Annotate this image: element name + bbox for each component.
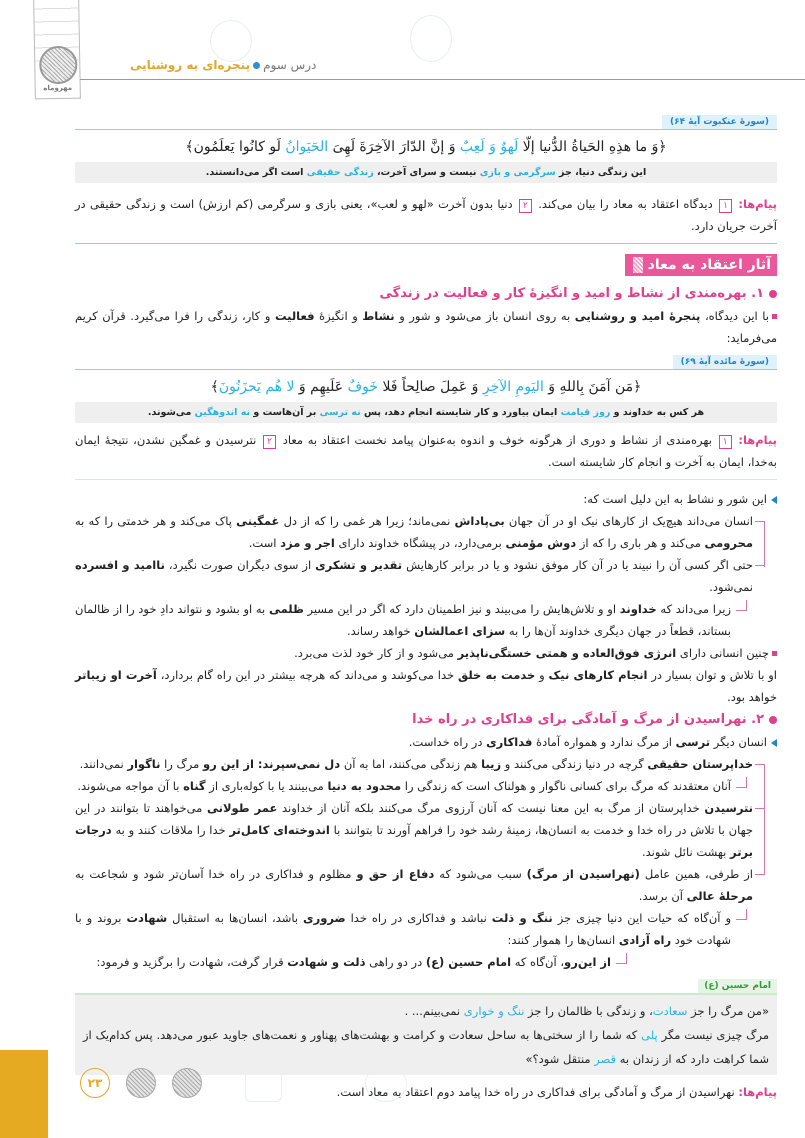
bold-text: محدود به دنیا xyxy=(327,779,402,793)
text: نباشد و فداکاری در راه خدا xyxy=(345,911,492,925)
sub-bracket xyxy=(616,953,627,964)
text: سبب می‌شود که xyxy=(434,867,527,881)
bracket-tick xyxy=(755,808,765,809)
text: دیدگاه اعتقاد به معاد را بیان می‌کند. xyxy=(533,197,718,211)
reason-2 xyxy=(75,554,753,598)
reasons-bracket xyxy=(75,510,771,642)
bold-text: ظلمی xyxy=(268,602,304,616)
number-badge: ۲ xyxy=(263,435,276,449)
death-bracket xyxy=(75,753,771,973)
verse-text xyxy=(75,370,777,402)
text: این زندگی دنیا، جز xyxy=(555,167,647,178)
text: «من مرگ را جز xyxy=(687,1004,769,1018)
text: ، آن‌گاه که xyxy=(511,955,565,969)
header-divider xyxy=(80,79,805,80)
text: آنان معتقدند که مرگ برای کسانی ناگوار و هولناک است که زندگی را xyxy=(401,779,731,793)
point-3 xyxy=(75,797,753,863)
text: نیست و سرای آخرت، xyxy=(373,167,480,178)
verse-highlight: خَوفٌ xyxy=(347,379,378,395)
verse-part: ﴿وَ ما هذِهِ الحَیاةُ الدُّنیا إلّا xyxy=(518,139,667,155)
hadith-text xyxy=(75,995,777,1075)
bold-text: ناگوار xyxy=(127,757,161,771)
verse-part: وَ إنَّ الدّارَ الآخِرَةَ لَهِیَ xyxy=(328,139,460,155)
bold-text: غمگینی xyxy=(236,514,280,528)
point-4 xyxy=(75,863,753,907)
bold-text: آخرت او زیباتر xyxy=(75,668,157,682)
bullet-dot-icon xyxy=(769,290,777,298)
text: از طرفی، همین عامل xyxy=(639,867,753,881)
text: می‌شوند. xyxy=(147,407,195,418)
bold-text: دوش مؤمنی xyxy=(505,536,577,550)
text: نمی‌ماند؛ زیرا هر غمی را که از دل xyxy=(279,514,455,528)
bold-text: نشاط xyxy=(362,309,395,323)
number-badge: ۲ xyxy=(519,199,532,213)
subheading-1 xyxy=(75,286,777,301)
text: با آن مواجه می‌شوند. xyxy=(77,779,184,793)
text: می‌بینند یا با کوله‌باری از xyxy=(205,779,328,793)
text: ایمان بیاورد و کار شایسته انجام دهد، پس xyxy=(360,407,561,418)
highlight: روز قیامت xyxy=(560,407,611,418)
verse-part: عَلَیهِم وَ xyxy=(294,379,348,395)
text: نترسیدن و غمگین نشدن، نتیجهٔ ایمان به‌خدا، ایمان به آخرت و انجام کار شایسته است. xyxy=(75,433,777,469)
text: پاک می‌کند و هر خدمتی را که به xyxy=(75,514,237,528)
publisher-name: مهروماه xyxy=(43,83,73,93)
text: هم زندگی می‌کنند، اما به آن xyxy=(340,757,482,771)
bold-text: ناامید و افسرده xyxy=(75,558,165,572)
bold-text: خدمت به خلق xyxy=(457,668,536,682)
verse-translation xyxy=(75,162,777,183)
text: در دو راهی xyxy=(365,955,426,969)
text: نهراسیدن از مرگ و آمادگی برای فداکاری در راه خدا پیامد دوم اعتقاد به معاد است. xyxy=(336,1085,739,1099)
bold-text: اندوخته‌ای کامل‌تر xyxy=(229,823,330,837)
verse-part: وَ عَمِلَ صالِحاً فَلا xyxy=(378,379,483,395)
verse-block-2 xyxy=(75,355,777,423)
reasons-intro xyxy=(75,488,777,510)
triangle-bullet-icon xyxy=(771,496,777,504)
bullet-dot-icon xyxy=(769,716,777,724)
highlight: زندگی حقیقی xyxy=(306,167,374,178)
bold-text: نترسیدن xyxy=(704,801,754,815)
number-badge: ۱ xyxy=(719,199,732,213)
text: قرار گرفت، شهادت را برگزید و فرمود: xyxy=(96,955,288,969)
bold-text: پنجرهٔ امید و روشنایی xyxy=(574,309,701,323)
bold-text: ضروری xyxy=(303,911,346,925)
text: و آن‌گاه که حیات این دنیا چیزی جز xyxy=(552,911,731,925)
text: هر کس به خداوند و xyxy=(610,407,705,418)
text: نمی‌دانند. xyxy=(79,757,128,771)
messages-label: پیام‌ها: xyxy=(738,1085,777,1099)
bold-text: گناه xyxy=(183,779,206,793)
text: مرگ را xyxy=(160,757,203,771)
point-6 xyxy=(75,951,633,973)
verse-part: لَو کانُوا یَعلَمُون﴾ xyxy=(185,139,286,155)
text: و xyxy=(535,668,549,682)
text: گرچه در دنیا زندگی می‌کنند و xyxy=(501,757,648,771)
bold-text: بی‌پاداش xyxy=(454,514,505,528)
text: با این دیدگاه، xyxy=(700,309,770,323)
page-number: ۲۳ xyxy=(80,1068,110,1098)
point-2 xyxy=(75,775,753,797)
bold-text: شهادت xyxy=(126,911,168,925)
text: از مرگ ندارد و همواره آمادهٔ xyxy=(532,735,676,749)
text: می‌خواهند تا بتوانند در این جهان با تلاش در راه خدا و خدمت به انسان‌ها، زمینهٔ رشد خود را فراهم آورند تا بتوانند با xyxy=(75,801,753,837)
lesson-label: درس سوم xyxy=(263,58,317,72)
decorative-shell-icon xyxy=(210,20,252,62)
subheading-2 xyxy=(75,712,777,727)
separator-dot-icon xyxy=(253,62,260,69)
highlight: ننگ و خواری xyxy=(463,1004,525,1018)
text: مرگ چیزی نیست مگر xyxy=(657,1028,769,1042)
section-banner xyxy=(625,254,777,276)
bold-text: خداپرستان حقیقی xyxy=(647,757,753,771)
text: و انگیزهٔ xyxy=(314,309,363,323)
highlight: نه ترسی xyxy=(319,407,361,418)
bold-text: انجام کارهای نیک xyxy=(548,668,648,682)
text: مظلوم و فداکاری در راه خدا آسان‌تر شود و شجاعت به xyxy=(75,867,357,881)
bold-text: از این‌رو xyxy=(564,955,611,969)
text: نمی‌شود. xyxy=(709,580,753,594)
text: زیرا می‌داند که xyxy=(656,602,732,616)
highlight: پلی xyxy=(641,1028,658,1042)
text: می‌شود و از کار خود لذت می‌برد. xyxy=(294,646,458,660)
subheading-text: ۱. بهره‌مندی از نشاط و امید و انگیزهٔ کار و فعالیت در زندگی xyxy=(379,286,764,301)
text: او با تلاش و توان بسیار در xyxy=(647,668,778,682)
decorative-umbrella-icon xyxy=(410,15,452,62)
text: انسان می‌داند هیچ‌یک از کارهای نیک او در آن جهان xyxy=(504,514,753,528)
text: بهشت نائل شوند. xyxy=(641,845,731,859)
bold-text: فداکاری xyxy=(486,735,533,749)
bold-text: ننگ و ذلت xyxy=(491,911,553,925)
text: می‌کند و هر باری را که از xyxy=(576,536,705,550)
verse-source: (سورهٔ مائده آیهٔ ۶۹) xyxy=(673,355,777,369)
bold-text: فعالیت xyxy=(274,309,315,323)
text: است. xyxy=(248,536,281,550)
decorative-circle-icon xyxy=(172,1068,202,1098)
divider xyxy=(75,479,777,480)
bold-text: درجات برتر xyxy=(75,823,753,859)
text: دنیا بدون آخرت «لهو و لعب»، یعنی بازی و سرگرمی (کم ارزش) است و زندگی حقیقی در آخرت جریان دارد. xyxy=(75,197,777,233)
lesson-title: پنجره‌ای به روشنایی xyxy=(130,58,251,72)
text: چنین انسانی دارای xyxy=(676,646,769,660)
text: در راه خداست. xyxy=(408,735,487,749)
highlight: قصر xyxy=(594,1052,617,1066)
hadith-line-1 xyxy=(83,999,769,1023)
text: خواهد رساند. xyxy=(347,624,415,638)
decorative-circle-icon xyxy=(126,1068,156,1098)
paragraph xyxy=(75,642,777,664)
text: خدا را ملاقات کنند و به xyxy=(111,823,230,837)
verse-text xyxy=(75,130,777,162)
bold-text: ترسی xyxy=(675,735,711,749)
text: که شما را از سختی‌ها به ساحل سعادت و کرامت و بهشت‌های پهناور و نعمت‌های جاوید عبور می‌دهد. پس کدام‌یک از شما کراهت دارد که از زندان به xyxy=(83,1028,769,1066)
number-badge: ۱ xyxy=(719,435,732,449)
verse-highlight: الحَیَوانُ xyxy=(285,139,329,155)
text: منتقل شود؟» xyxy=(525,1052,595,1066)
verse-highlight: لَهوٌ وَ لَعِبٌ xyxy=(459,139,519,155)
text: خواهد بود. xyxy=(727,690,777,704)
text: بهره‌مندی از نشاط و دوری از هرگونه خوف و اندوه به‌عنوان پیامد نخست اعتقاد به معاد xyxy=(278,433,717,447)
bold-text: عمر طولانی xyxy=(207,801,278,815)
section-header xyxy=(75,254,777,276)
square-bullet-icon xyxy=(772,651,777,656)
text: خدا می‌کوشد و می‌داند که هرچه بیشتر در این راه گام بردارد، xyxy=(156,668,458,682)
bracket-tick xyxy=(755,764,765,765)
text: انسان‌ها را هموار کنند: xyxy=(507,933,619,947)
messages-2 xyxy=(75,429,777,473)
text: از سوی دیگران صورت نگیرد، xyxy=(164,558,316,572)
divider xyxy=(75,243,777,244)
sub-bracket xyxy=(736,777,747,788)
paragraph xyxy=(75,305,777,349)
verse-translation xyxy=(75,402,777,423)
bracket-tick xyxy=(755,565,765,566)
text: و کار، زندگی را فرا می‌گیرد. قرآن کریم می‌فرماید: xyxy=(75,309,777,345)
highlight: سرگرمی و بازی xyxy=(479,167,556,178)
text: است اگر می‌دانستند. xyxy=(205,167,307,178)
paragraph xyxy=(75,731,777,753)
page-content xyxy=(75,115,777,1103)
hadith-source: امام حسین (ع) xyxy=(698,979,777,993)
text: ، و زندگی با ظالمان را جز xyxy=(524,1004,653,1018)
sub-bracket xyxy=(736,600,747,611)
text: حتی اگر کسی آن را نبیند یا در آن کار موفق نشود و یا در برابر کارهایش xyxy=(402,558,753,572)
reason-3 xyxy=(75,598,753,642)
text: بر آن‌هاست و xyxy=(250,407,320,418)
publisher-logo xyxy=(33,0,81,99)
bold-text: تقدیر و تشکری xyxy=(315,558,403,572)
verse-highlight: لا هُم یَحزَنُونَ xyxy=(218,379,295,395)
text: آن برسد. xyxy=(638,889,687,903)
bold-text: اجر و مزد xyxy=(280,536,335,550)
page-header xyxy=(80,58,805,72)
messages-label: پیام‌ها: xyxy=(738,197,777,211)
text: این شور و نشاط به این دلیل است که: xyxy=(583,492,767,506)
verse-highlight: الیَومِ الآخِرِ xyxy=(482,379,544,395)
bold-text: دفاع از حق و xyxy=(356,867,435,881)
subheading-text: ۲. نهراسیدن از مرگ و آمادگی برای فداکاری در راه خدا xyxy=(412,712,764,727)
butterfly-logo-icon xyxy=(39,46,78,85)
text: به روی انسان باز می‌شود و شور و xyxy=(394,309,575,323)
text: باشد، انسان‌ها به استقبال xyxy=(167,911,304,925)
bracket-tick xyxy=(755,874,765,875)
gold-side-bar xyxy=(0,1050,48,1138)
verse-part: ﴾ xyxy=(210,379,219,395)
bracket-line xyxy=(764,521,765,567)
sub-bracket xyxy=(736,909,747,920)
text: بروند و با شهادت خود xyxy=(75,911,731,947)
text: انسان دیگر xyxy=(710,735,767,749)
bold-text: (نهراسیدن از مرگ) xyxy=(526,867,640,881)
bold-text: راه آزادی xyxy=(618,933,672,947)
bold-text: ذلت و شهادت xyxy=(287,955,366,969)
bracket-line xyxy=(764,764,765,874)
text: او و تلاش‌هایش را می‌بیند و نیز اطمینان دارد که اگر در این مسیر xyxy=(303,602,620,616)
messages-1 xyxy=(75,193,777,237)
point-1 xyxy=(75,753,753,775)
section-title: آثار اعتقاد به معاد xyxy=(647,257,771,273)
square-bullet-icon xyxy=(772,314,777,319)
bold-text: محرومی xyxy=(704,536,753,550)
point-5 xyxy=(75,907,753,951)
bold-text: انرژی فوق‌العاده و همتی خستگی‌ناپذیر xyxy=(457,646,677,660)
bold-text: امام حسین (ع) xyxy=(425,955,512,969)
messages-label: پیام‌ها: xyxy=(738,433,777,447)
highlight: نه اندوهگین xyxy=(194,407,251,418)
reason-1 xyxy=(75,510,753,554)
text: خداپرستان از مرگ به این معنا نیست که آنان آرزوی مرگ می‌کنند بلکه آنان از خداوند xyxy=(277,801,705,815)
bracket-tick xyxy=(755,521,765,522)
verse-part: ﴿مَن آمَنَ بِاللهِ وَ xyxy=(543,379,642,395)
verse-source: (سورهٔ عنکبوت آیهٔ ۶۴) xyxy=(662,115,777,129)
text: نمی‌بینم... . xyxy=(404,1004,464,1018)
text: به او بشود و نتواند دادِ خود را از ظالمان بستاند، قطعاً در جهان دیگری خداوند آن‌ها را به xyxy=(75,602,731,638)
bold-text: مرحلهٔ عالی xyxy=(686,889,753,903)
triangle-bullet-icon xyxy=(771,739,777,747)
bold-text: سزای اعمالشان xyxy=(414,624,506,638)
bold-text: دل نمی‌سپرند: از این رو xyxy=(202,757,341,771)
paragraph xyxy=(75,664,777,708)
highlight: سعادت xyxy=(652,1004,688,1018)
hatch-decoration-icon xyxy=(633,257,643,273)
hadith-block xyxy=(75,979,777,1075)
verse-block-1 xyxy=(75,115,777,183)
bold-text: زیبا xyxy=(481,757,502,771)
bold-text: خداوند xyxy=(619,602,657,616)
text: برمی‌دارد، در پیشگاه خداوند دارای xyxy=(334,536,506,550)
hadith-line-2 xyxy=(83,1023,769,1071)
